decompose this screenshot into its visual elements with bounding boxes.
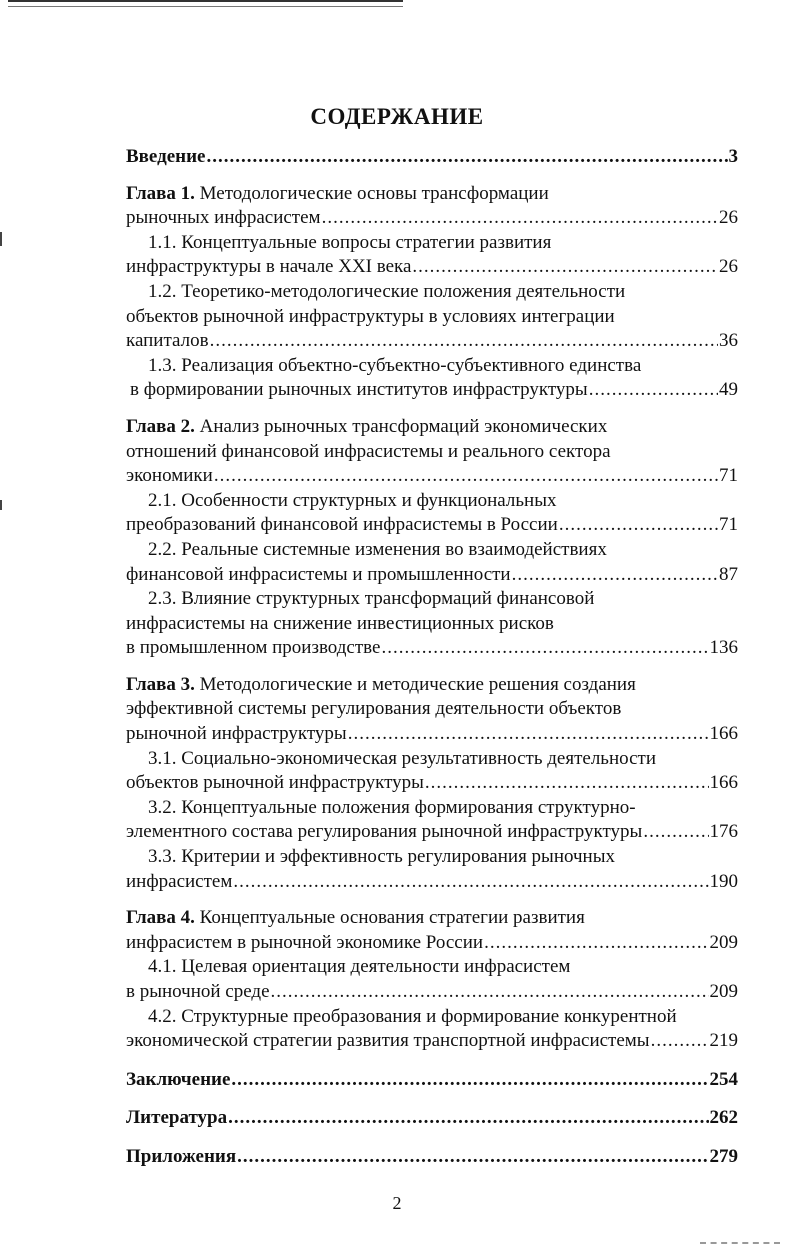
entry-page: 190 bbox=[709, 870, 738, 892]
chapter-label: Глава 4. bbox=[126, 907, 195, 929]
entry-page: 219 bbox=[709, 1030, 738, 1052]
entry-label: Приложения bbox=[126, 1145, 237, 1167]
toc-entry-section-3-2[interactable] bbox=[126, 796, 738, 845]
dot-leader bbox=[231, 1068, 708, 1093]
toc-entry-section-2-1[interactable] bbox=[126, 489, 738, 538]
toc-entry-section-1-3[interactable] bbox=[126, 354, 738, 403]
entry-page: 279 bbox=[709, 1145, 738, 1167]
top-rule bbox=[8, 0, 403, 7]
dot-leader bbox=[237, 1145, 708, 1170]
toc-entry-chapter-1[interactable] bbox=[126, 182, 738, 231]
bottom-rule bbox=[700, 1242, 780, 1245]
entry-page: 166 bbox=[709, 723, 738, 745]
toc-entry-section-3-3[interactable] bbox=[126, 845, 738, 894]
section-title-line: в промышленном производстве bbox=[126, 637, 381, 659]
dot-leader bbox=[412, 255, 718, 280]
dot-leader bbox=[425, 771, 709, 796]
toc-entry-chapter-3[interactable] bbox=[126, 673, 738, 747]
section-title-line: 3.2. Концептуальные положения формирования структурно- bbox=[148, 796, 636, 818]
dot-leader bbox=[233, 870, 708, 895]
dot-leader bbox=[271, 980, 709, 1005]
chapter-title-line: рыночной инфраструктуры bbox=[126, 723, 347, 745]
section-title-line: 3.1. Социально-экономическая результативность деятельности bbox=[148, 747, 657, 769]
margin-mark bbox=[0, 500, 2, 510]
toc-entry-section-2-2[interactable] bbox=[126, 538, 738, 587]
section-title-line: инфрасистем bbox=[126, 870, 233, 892]
section-title-line: 3.3. Критерии и эффективность регулирования рыночных bbox=[148, 846, 615, 868]
dot-leader bbox=[381, 636, 708, 661]
entry-page: 26 bbox=[719, 256, 738, 278]
dot-leader bbox=[348, 722, 709, 747]
entry-page: 209 bbox=[709, 931, 738, 953]
toc-entry-section-1-1[interactable] bbox=[126, 231, 738, 280]
section-title-line: в формировании рыночных институтов инфраструктуры bbox=[130, 379, 588, 401]
margin-mark bbox=[0, 232, 2, 246]
dot-leader bbox=[322, 206, 718, 231]
entry-page: 71 bbox=[719, 514, 738, 536]
section-title-line: 1.2. Теоретико-методологические положения деятельности bbox=[148, 280, 626, 302]
entry-label: Заключение bbox=[126, 1068, 231, 1090]
page-number: 2 bbox=[392, 1193, 402, 1213]
entry-label: Литература bbox=[126, 1107, 228, 1129]
section-title-line: элементного состава регулирования рыночной инфраструктуры bbox=[126, 821, 643, 843]
page-title: СОДЕРЖАНИЕ bbox=[310, 104, 484, 129]
section-title-line: 1.3. Реализация объектно-субъектно-субъективного единства bbox=[148, 354, 642, 376]
entry-page: 26 bbox=[719, 207, 738, 229]
section-title-line: инфрасистемы на снижение инвестиционных рисков bbox=[126, 612, 554, 634]
entry-page: 176 bbox=[709, 821, 738, 843]
dot-leader bbox=[207, 145, 728, 170]
entry-label: Введение bbox=[126, 146, 206, 167]
chapter-label: Глава 3. bbox=[126, 673, 195, 695]
chapter-title-line: Анализ рыночных трансформаций экономических bbox=[199, 415, 608, 437]
dot-leader bbox=[210, 329, 718, 354]
dot-leader bbox=[559, 513, 718, 538]
section-title-line: инфраструктуры в начале XXI века bbox=[126, 256, 412, 278]
entry-page: 166 bbox=[709, 772, 738, 794]
toc-entry-chapter-2[interactable] bbox=[126, 415, 738, 489]
dot-leader bbox=[643, 820, 708, 845]
chapter-label: Глава 1. bbox=[126, 182, 195, 204]
entry-page: 87 bbox=[719, 563, 738, 585]
toc-entry-literature[interactable] bbox=[126, 1106, 738, 1131]
toc-entry-conclusion[interactable] bbox=[126, 1068, 738, 1093]
section-title-line: 4.2. Структурные преобразования и формирование конкурентной bbox=[148, 1005, 677, 1027]
dot-leader bbox=[589, 378, 718, 403]
toc-entry-section-3-1[interactable] bbox=[126, 747, 738, 796]
section-title-line: 2.2. Реальные системные изменения во взаимодействиях bbox=[148, 538, 607, 560]
toc-entry-section-1-2[interactable] bbox=[126, 280, 738, 354]
dot-leader bbox=[484, 931, 708, 956]
entry-page: 36 bbox=[719, 330, 738, 352]
entry-page: 71 bbox=[719, 465, 738, 487]
chapter-title-line: Методологические основы трансформации bbox=[199, 182, 549, 204]
chapter-title-line: инфрасистем в рыночной экономике России bbox=[126, 931, 484, 953]
section-title-line: финансовой инфрасистемы и промышленности bbox=[126, 563, 511, 585]
section-title-line: 2.1. Особенности структурных и функциональных bbox=[148, 489, 557, 511]
toc-entry-section-2-3[interactable] bbox=[126, 587, 738, 661]
chapter-title-line: рыночных инфрасистем bbox=[126, 207, 321, 229]
chapter-title-line: Методологические и методические решения создания bbox=[199, 673, 636, 695]
section-title-line: 4.1. Целевая ориентация деятельности инфрасистем bbox=[148, 956, 571, 978]
entry-page: 262 bbox=[709, 1107, 738, 1129]
toc-entry-section-4-1[interactable] bbox=[126, 955, 738, 1004]
dot-leader bbox=[214, 464, 718, 489]
dot-leader bbox=[512, 563, 718, 588]
section-title-line: в рыночной среде bbox=[126, 981, 270, 1002]
toc-entry-section-4-2[interactable] bbox=[126, 1005, 738, 1054]
dot-leader bbox=[651, 1029, 709, 1054]
table-of-contents bbox=[126, 145, 738, 1170]
section-title-line: 2.3. Влияние структурных трансформаций финансовой bbox=[148, 588, 595, 610]
section-title-line: 1.1. Концептуальные вопросы стратегии развития bbox=[148, 231, 552, 253]
section-title-line: капиталов bbox=[126, 330, 209, 352]
chapter-title-line: эффективной системы регулирования деятельности объектов bbox=[126, 698, 622, 720]
toc-entry-appendices[interactable] bbox=[126, 1145, 738, 1170]
section-title-line: экономической стратегии развития транспортной инфрасистемы bbox=[126, 1030, 650, 1052]
entry-page: 136 bbox=[709, 637, 738, 659]
chapter-title-line: отношений финансовой инфрасистемы и реального сектора bbox=[126, 440, 611, 462]
toc-entry-chapter-4[interactable] bbox=[126, 906, 738, 955]
section-title-line: объектов рыночной инфраструктуры в условиях интеграции bbox=[126, 305, 615, 327]
entry-page: 254 bbox=[709, 1068, 738, 1090]
toc-entry-introduction[interactable] bbox=[126, 145, 738, 170]
section-title-line: преобразований финансовой инфрасистемы в России bbox=[126, 514, 558, 536]
section-title-line: объектов рыночной инфраструктуры bbox=[126, 772, 424, 794]
chapter-title-line: экономики bbox=[126, 465, 213, 487]
entry-page: 209 bbox=[709, 981, 738, 1002]
entry-page: 3 bbox=[728, 146, 738, 167]
chapter-title-line: Концептуальные основания стратегии развития bbox=[199, 907, 585, 929]
dot-leader bbox=[228, 1106, 708, 1131]
chapter-label: Глава 2. bbox=[126, 415, 195, 437]
entry-page: 49 bbox=[719, 379, 738, 401]
